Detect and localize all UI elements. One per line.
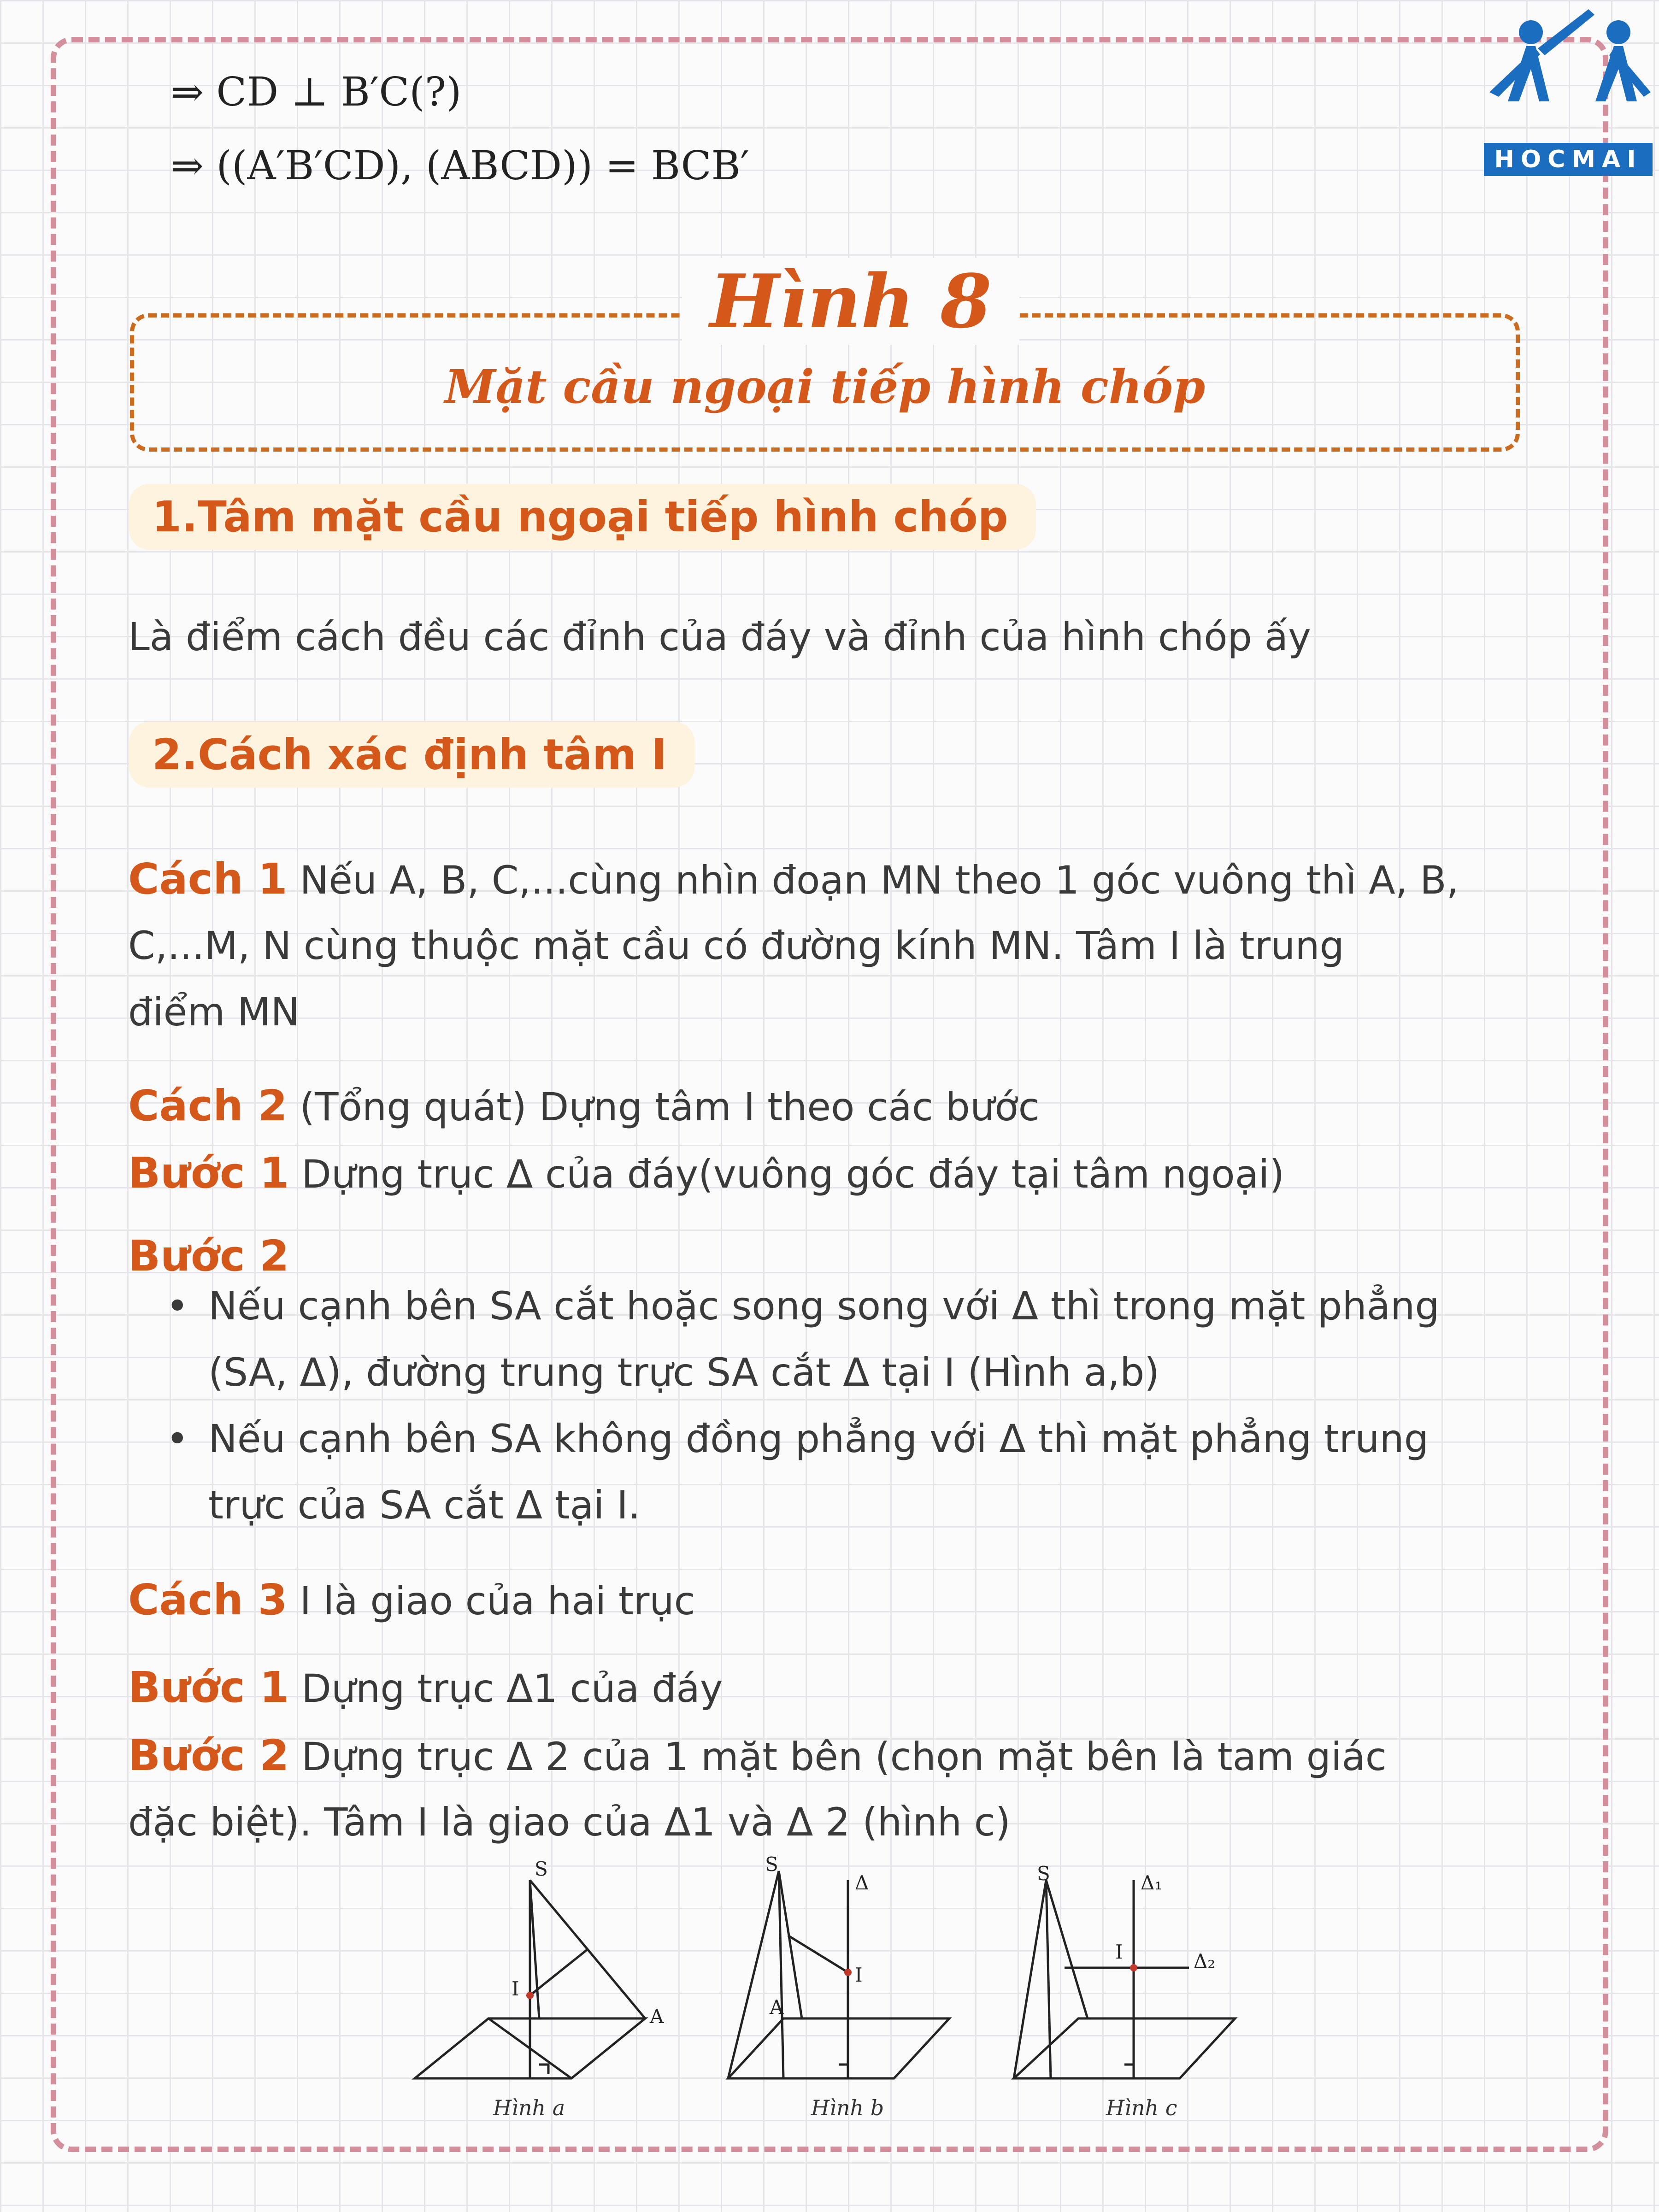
cach-3-line bbox=[128, 1567, 695, 1634]
figure-c-i: I bbox=[1115, 1941, 1123, 1963]
bullet-1-line-2: (SA, Δ), đường trung trực SA cắt Δ tại I (Hình a,b) bbox=[208, 1350, 1160, 1395]
cach-3-buoc-2-text: Dựng trục Δ 2 của 1 mặt bên (chọn mặt bên là tam giác bbox=[301, 1734, 1387, 1779]
figure-c-diagram bbox=[1005, 1862, 1263, 2120]
figure-a-diagram bbox=[406, 1858, 664, 2120]
figure-c-s: S bbox=[1037, 1862, 1050, 1885]
figure-c bbox=[1005, 1862, 1263, 2122]
figure-c-d2: Δ₂ bbox=[1194, 1950, 1216, 1972]
bullet-1-line-1: Nếu cạnh bên SA cắt hoặc song song với Δ thì trong mặt phẳng bbox=[208, 1283, 1440, 1329]
cach-3-label: Cách 3 bbox=[128, 1575, 288, 1624]
cach-2-buoc-1-label: Bước 1 bbox=[128, 1148, 289, 1198]
cach-3-buoc-1-text: Dựng trục Δ1 của đáy bbox=[301, 1666, 723, 1711]
figure-a bbox=[406, 1858, 664, 2122]
section-1-body: Là điểm cách đều các đỉnh của đáy và đỉnh của hình chóp ấy bbox=[128, 614, 1311, 659]
cach-3-buoc-1-label: Bước 1 bbox=[128, 1663, 289, 1712]
cach-3-buoc-2 bbox=[128, 1723, 1387, 1790]
figure-b-diagram bbox=[719, 1853, 977, 2120]
figure-c-d1: Δ₁ bbox=[1141, 1871, 1163, 1894]
cach-3-buoc-2-line-2: đặc biệt). Tâm I là giao của Δ1 và Δ 2 (hình c) bbox=[128, 1800, 1011, 1845]
figure-b-delta: Δ bbox=[855, 1871, 869, 1894]
figure-a-a: A bbox=[650, 2005, 664, 2028]
cach-1-line-2: C,...M, N cùng thuộc mặt cầu có đường kính MN. Tâm I là trung bbox=[128, 923, 1344, 968]
cach-2-buoc-2-label: Bước 2 bbox=[128, 1231, 289, 1281]
cach-3-text: I là giao của hai trục bbox=[300, 1578, 695, 1624]
bullet-2-line-1: Nếu cạnh bên SA không đồng phẳng với Δ thì mặt phẳng trung bbox=[208, 1416, 1429, 1461]
cach-3-buoc-2-label: Bước 2 bbox=[128, 1731, 289, 1780]
page-subtitle: Mặt cầu ngoại tiếp hình chóp bbox=[444, 359, 1206, 414]
cach-2-line bbox=[128, 1073, 1040, 1140]
page-title: Hình 8 bbox=[682, 258, 1019, 345]
figure-a-caption: Hình a bbox=[493, 2095, 565, 2120]
cach-1-label: Cách 1 bbox=[128, 854, 288, 904]
cach-1-line-3: điểm MN bbox=[128, 989, 300, 1035]
cach-2-buoc-1 bbox=[128, 1140, 1284, 1207]
figure-a-i: I bbox=[512, 1977, 519, 2000]
bullet-dot: • bbox=[166, 1283, 189, 1329]
cach-2-buoc-1-text: Dựng trục Δ của đáy(vuông góc đáy tại tâm ngoại) bbox=[301, 1152, 1285, 1197]
section-heading-1: 1.Tâm mặt cầu ngoại tiếp hình chóp bbox=[129, 484, 1036, 550]
section-heading-2: 2.Cách xác định tâm I bbox=[129, 722, 694, 788]
bullet-2-line-2: trực của SA cắt Δ tại I. bbox=[208, 1483, 641, 1528]
math-line-1: ⇒ CD ⊥ B′C(?) bbox=[171, 69, 462, 115]
figure-b-caption: Hình b bbox=[811, 2095, 884, 2120]
cach-2-label: Cách 2 bbox=[128, 1081, 288, 1130]
figure-a-s: S bbox=[535, 1858, 548, 1880]
cach-3-buoc-1 bbox=[128, 1654, 723, 1722]
figure-b-a: A bbox=[770, 1996, 784, 2018]
cach-1-text: Nếu A, B, C,...cùng nhìn đoạn MN theo 1 góc vuông thì A, B, bbox=[300, 858, 1459, 903]
hocmai-logo-text: HOCMAI bbox=[1484, 143, 1653, 176]
cach-2-text: (Tổng quát) Dựng tâm I theo các bước bbox=[300, 1084, 1040, 1130]
figure-b-i: I bbox=[855, 1964, 863, 1986]
hocmai-logo-icon bbox=[1480, 5, 1655, 147]
bullet-dot: • bbox=[166, 1416, 189, 1461]
math-line-2: ⇒ ((A′B′CD), (ABCD)) = BCB′ bbox=[171, 143, 750, 189]
figure-b bbox=[719, 1853, 977, 2122]
cach-1-line-1 bbox=[128, 846, 1459, 913]
figure-b-s: S bbox=[765, 1853, 778, 1876]
figure-c-caption: Hình c bbox=[1106, 2095, 1177, 2120]
